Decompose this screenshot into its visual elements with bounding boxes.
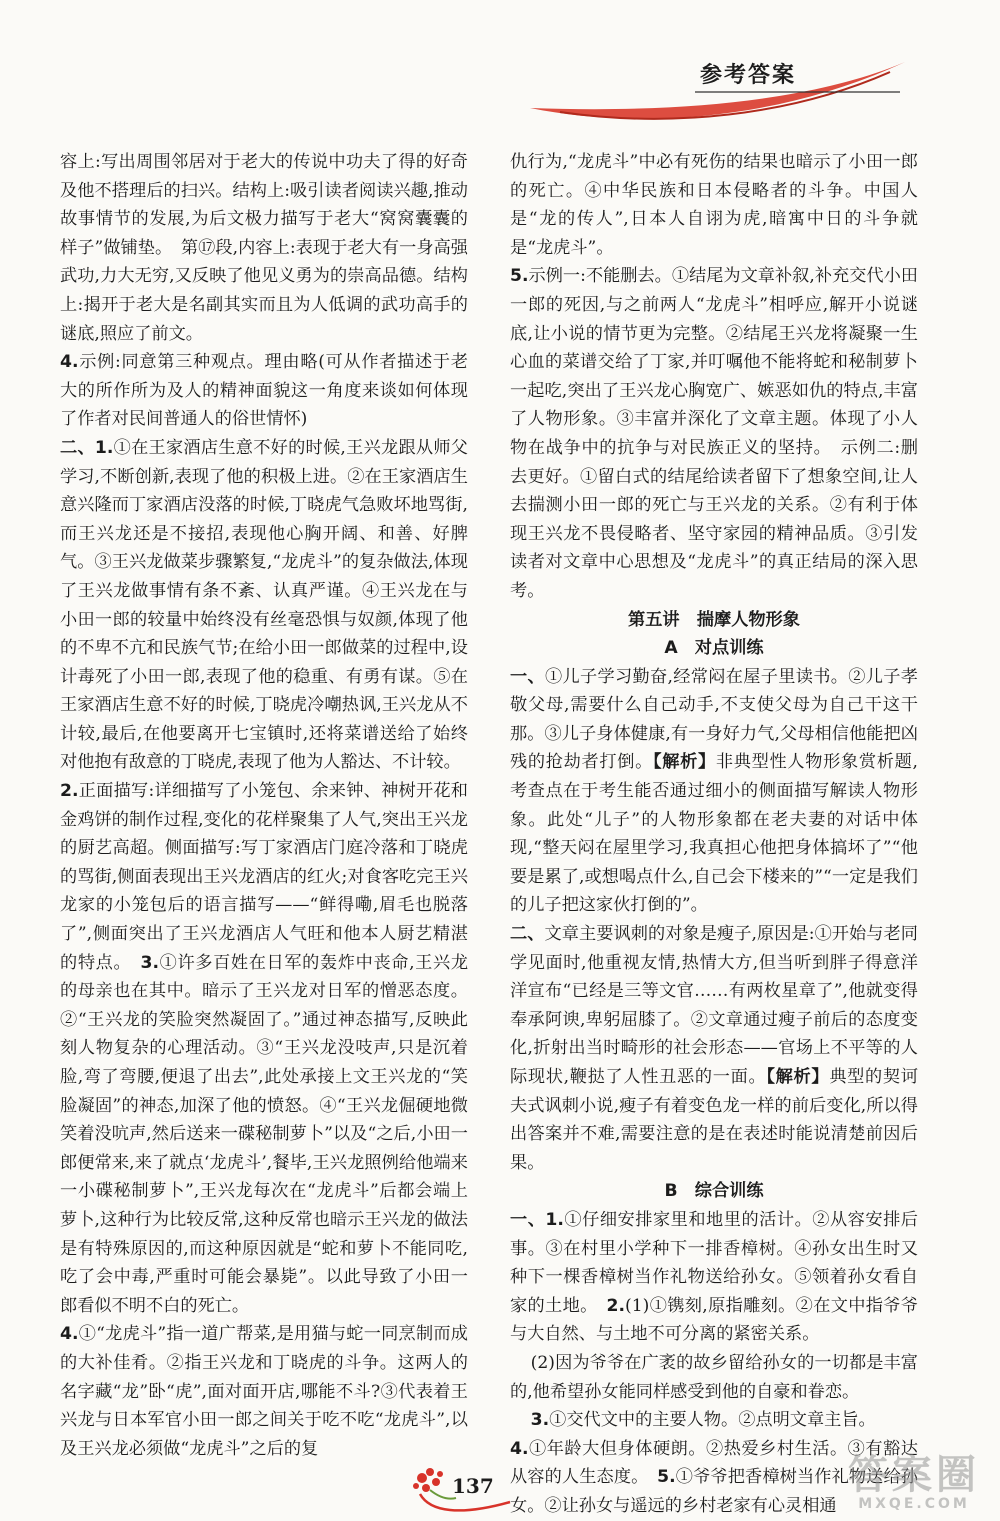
answer-item xyxy=(510,920,918,1177)
answer-text: ①年龄大但身体硬朗。②热爱乡村生活。③有豁达从容的人生态度。 xyxy=(510,1438,918,1488)
answer-number: 一、 xyxy=(510,666,546,687)
answer-number: 二、 xyxy=(510,924,545,945)
answer-item xyxy=(60,348,468,434)
answer-number: 5. xyxy=(510,266,529,287)
analysis-label: 【解析】 xyxy=(653,752,716,773)
page-footer xyxy=(0,1452,1000,1518)
answer-number: 5. xyxy=(657,1467,676,1488)
answer-number: 2. xyxy=(60,781,79,802)
section-title: 第五讲 揣摩人物形象 xyxy=(628,609,800,630)
right-column xyxy=(510,148,918,1521)
answer-text: 正面描写:详细描写了小笼包、余来钟、神树开花和金鸡饼的制作过程,变化的花样聚集了人气,突出王兴龙的厨艺高超。侧面描写:写丁家酒店门庭冷落和丁晓虎的骂街,侧面表现出王兴龙酒店的红火;对食客吃完王兴龙家的小笼包后的语言描写——“鲜得嘞,眉毛也脱落了”,侧面突出了王兴龙酒店人气旺和他本人厨艺精湛的特点。 xyxy=(60,781,468,973)
answer-paragraph: (2)因为爷爷在广袤的故乡留给孙女的一切都是丰富的,他希望孙女能同样感受到他的自豪和眷恋。 xyxy=(510,1352,918,1402)
subsection-title: A 对点训练 xyxy=(664,638,764,659)
page-header xyxy=(0,0,1000,140)
answer-text: (1)①镌刻,原指雕刻。②在文中指爷爷与大自然、与土地不可分离的紧密关系。 xyxy=(510,1295,918,1345)
answer-number: 4. xyxy=(60,1324,79,1345)
watermark-url: MXQE.COM xyxy=(858,1496,970,1512)
answer-number: 一、1. xyxy=(510,1209,564,1230)
answer-item xyxy=(60,434,468,777)
answer-number: 3. xyxy=(140,952,159,973)
answer-number: 4. xyxy=(510,1438,529,1459)
watermark-logo-text: 答案圈 xyxy=(848,1452,980,1498)
answer-text: ①爷爷把香樟树当作礼物送给孙女。②让孙女与遥远的乡村老家有心灵相通 xyxy=(510,1467,918,1516)
answer-text: ①仔细安排家里和地里的活计。②从容安排后事。③在村里小学种下一排香樟树。④孙女出生时又种下一棵香樟树当作礼物送给孙女。⑤领着孙女看自家的土地。 xyxy=(510,1209,918,1316)
answer-number: 4. xyxy=(60,352,79,373)
left-column xyxy=(60,148,468,1463)
answer-item xyxy=(510,262,918,605)
page-number: 137 xyxy=(452,1474,494,1498)
answer-number: 3. xyxy=(530,1410,550,1431)
answer-text: 示例一:不能删去。①结尾为文章补叙,补充交代小田一郎的死因,与之前两人“龙虎斗”相呼应,解开小说谜底,让小说的情节更为完整。②结尾王兴龙将凝聚一生心血的菜谱交给了丁家,并叮嘱他不能将蛇和秘制萝卜一起吃,突出了王兴龙心胸宽广、嫉恶如仇的特点,丰富了人物形象。③丰富并深化了文章主题。体现了小人物在战争中的抗争与对民族正义的坚持。 示例二:删去更好。①留白式的结尾给读者留下了想象空间,让人去揣测小田一郎的死亡与王兴龙的关系。②有利于体现王兴龙不畏侵略者、坚守家园的精神品质。③引发读者对文章中心思想及“龙虎斗”的真正结局的深入思考。 xyxy=(510,266,918,601)
answer-paragraph: 仇行为,“龙虎斗”中必有死伤的结果也暗示了小田一郎的死亡。④中华民族和日本侵略者的斗争。中国人是“龙的传人”,日本人自诩为虎,暗寓中日的斗争就是“龙虎斗”。 xyxy=(510,152,918,258)
answer-item xyxy=(510,1406,918,1435)
answer-text: ①儿子学习勤奋,经常闷在屋子里读书。②儿子孝敬父母,需要什么自己动手,不支使父母为自己干这干那。③儿子身体健康,有一身好力气,父母相信他能把凶残的抢劫者打倒。 xyxy=(510,666,918,773)
answer-paragraph: 容上:写出周围邻居对于老大的传说中功夫了得的好奇及他不搭理后的扫兴。结构上:吸引读者阅读兴趣,推动故事情节的发展,为后文极力描写于老大“窝窝囊囊的样子”做铺垫。 第⑰段,内容上:表现于老大有一身高强武功,力大无穷,又反映了他见义勇为的崇高品德。结构上:揭开于老大是名副其实而且为人低调的武功高手的谜底,照应了前文。 xyxy=(60,152,468,344)
answer-text: 文章主要讽刺的对象是瘦子,原因是:①开始与老同学见面时,他重视友情,热情大方,但当听到胖子得意洋洋宣布“已经是三等文官……有两枚星章了”,他就变得奉承阿谀,卑躬屈膝了。②文章通过瘦子前后的态度变化,折射出当时畸形的社会形态——官场上不平等的人际现状,鞭挞了人性丑恶的一面。 xyxy=(510,924,918,1087)
answer-item xyxy=(60,777,468,1320)
site-watermark xyxy=(848,1454,980,1512)
answer-number: 二、1. xyxy=(60,437,114,458)
answer-item xyxy=(510,1206,918,1349)
answer-text: ①许多百姓在日军的轰炸中丧命,王兴龙的母亲也在其中。暗示了王兴龙对日军的憎恶态度。②“王兴龙的笑脸突然凝固了。”通过神态描写,反映此刻人物复杂的心理活动。③“王兴龙没吱声,只是沉着脸,弯了弯腰,便退了出去”,此处承接上文王兴龙的“笑脸凝固”的神态,加深了他的愤怒。④“王兴龙倔硬地微笑着没吭声,然后送来一碟秘制萝卜”以及“之后,小田一郎便常来,来了就点‘龙虎斗’,餐毕,王兴龙照例给他端来一小碟秘制萝卜”,王兴龙每次在“龙虎斗”后都会端上萝卜,这种行为比较反常,这种反常也暗示王兴龙的做法是有特殊原因的,而这种原因就是“蛇和萝卜不能同吃,吃了会中毒,严重时可能会暴毙”。以此导致了小田一郎看似不明不白的死亡。 xyxy=(60,952,469,1316)
answer-text: ①“龙虎斗”指一道广帮菜,是用猫与蛇一同烹制而成的大补佳肴。②指王兴龙和丁晓虎的斗争。这两人的名字藏“龙”卧“虎”,面对面开店,哪能不斗?③代表着王兴龙与日本军官小田一郎之间关于吃不吃“龙虎斗”,以及王兴龙必须做“龙虎斗”之后的复 xyxy=(60,1324,468,1459)
answer-item xyxy=(60,1320,468,1463)
analysis-label: 【解析】 xyxy=(766,1067,830,1087)
subsection-title: B 综合训练 xyxy=(664,1181,764,1202)
answer-text: 典型的契诃夫式讽刺小说,瘦子有着变色龙一样的前后变化,所以得出答案并不难,需要注意的是在表述时能说清楚前因后果。 xyxy=(510,1067,918,1173)
answer-text: ①交代文中的主要人物。②点明文章主旨。 xyxy=(549,1410,876,1431)
answer-number: 2. xyxy=(606,1295,626,1316)
answer-text: ①在王家酒店生意不好的时候,王兴龙跟从师父学习,不断创新,表现了他的积极上进。②在王家酒店生意兴隆而丁家酒店没落的时候,丁晓虎气急败坏地骂街,而王兴龙还是不接招,表现他心胸开阔、和善、好脾气。③王兴龙做菜步骤繁复,“龙虎斗”的复杂做法,体现了王兴龙做事情有条不紊、认真严谨。④王兴龙在与小田一郎的较量中始终没有丝毫恐惧与奴颜,体现了他的不卑不亢和民族气节;在给小田一郎做菜的过程中,设计毒死了小田一郎,表现了他的稳重、有勇有谋。⑤在王家酒店生意不好的时候,丁晓虎冷嘲热讽,王兴龙从不计较,最后,在他要离开七宝镇时,还将菜谱送给了始终对他抱有敌意的丁晓虎,表现了他为人豁达、不计较。 xyxy=(60,437,468,773)
header-title: 参考答案 xyxy=(700,63,797,88)
answer-text: 非典型性人物形象赏析题,考查点在于考生能否通过细小的侧面描写解读人物形象。此处“儿子”的人物形象都在老夫妻的对话中体现,“整天闷在屋里学习,我真担心他把身体搞坏了”“他要是累了,或想喝点什么,自己会下楼来的”“一定是我们的儿子把这家伙打倒的”。 xyxy=(510,752,918,916)
answer-text: 示例:同意第三种观点。理由略(可从作者描述于老大的所作所为及人的精神面貌这一角度来谈如何体现了作者对民间普通人的俗世情怀) xyxy=(60,352,468,430)
answer-item xyxy=(510,663,918,920)
